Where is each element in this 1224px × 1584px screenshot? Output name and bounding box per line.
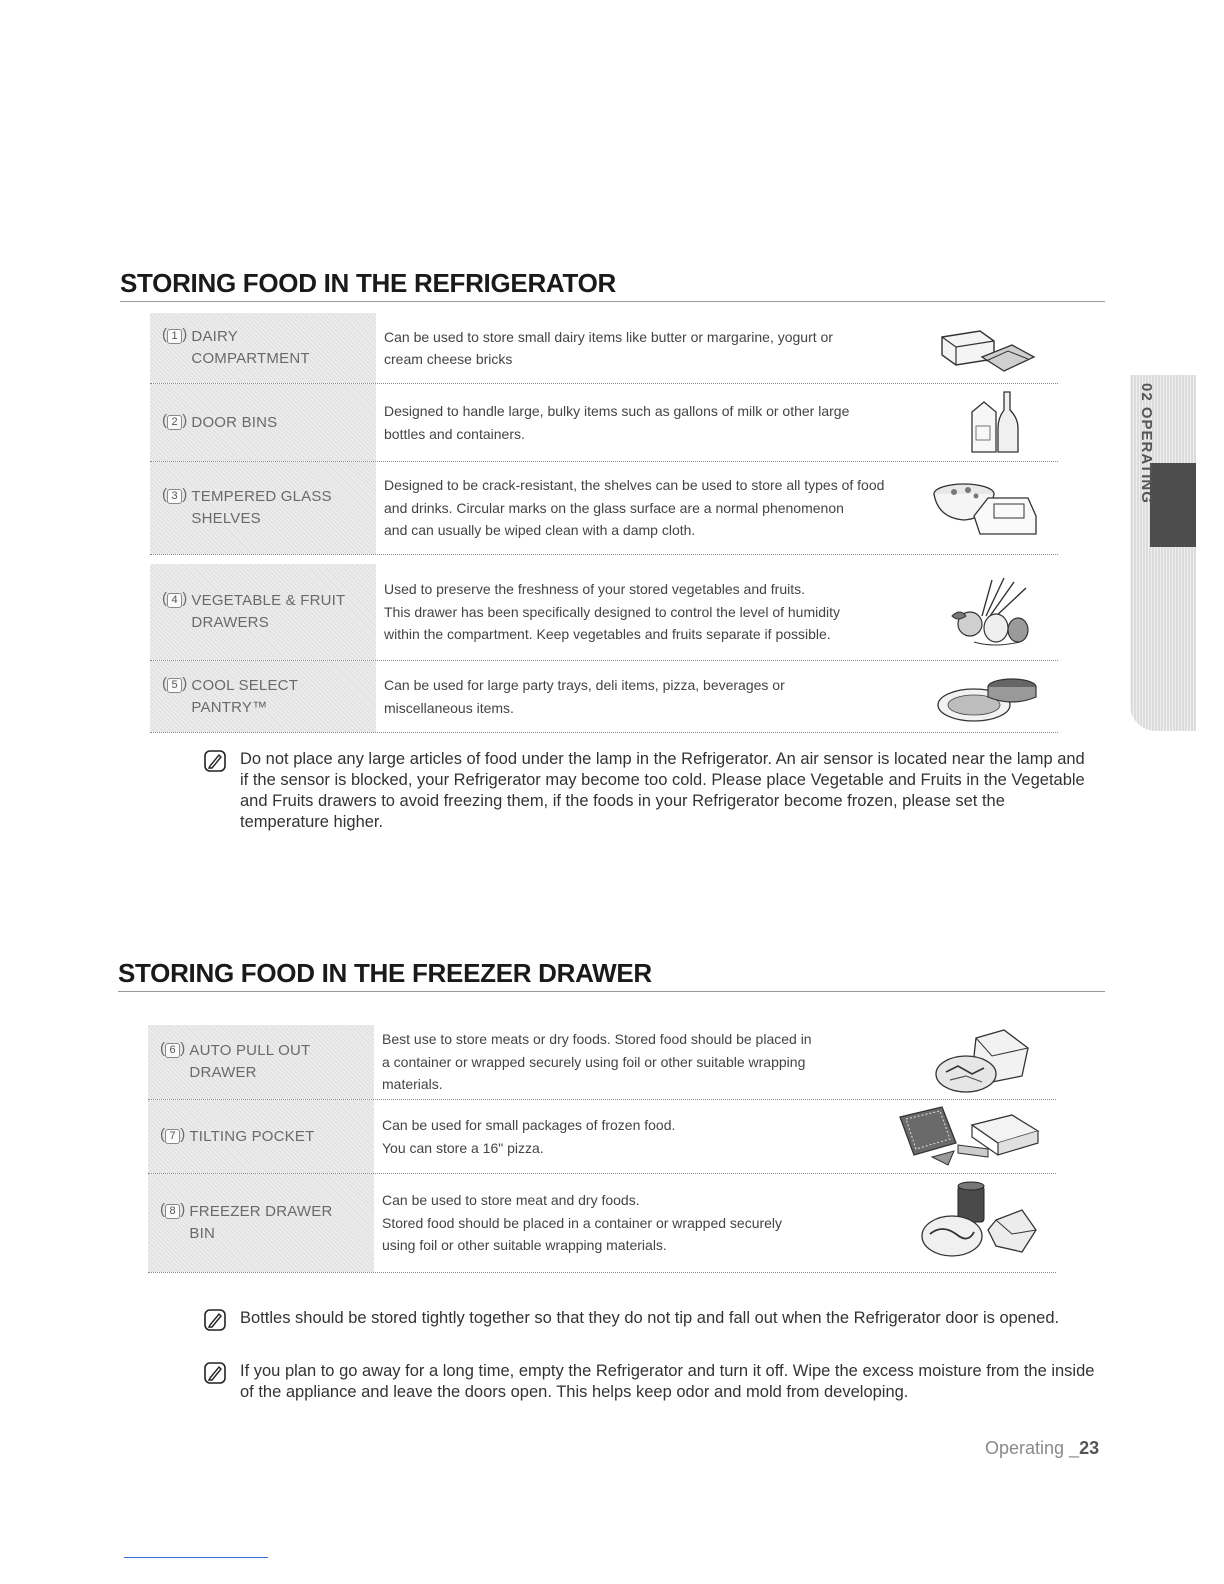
row-label: ( 8 ) FREEZER DRAWER BIN <box>148 1174 374 1272</box>
item-label: TILTING POCKET <box>189 1127 315 1145</box>
table-row <box>150 661 1058 733</box>
section-title-refrigerator: STORING FOOD IN THE REFRIGERATOR <box>120 268 1105 302</box>
note-bottles <box>204 1308 1099 1331</box>
item-number: ( 7 ) <box>160 1125 186 1143</box>
note-icon <box>204 750 226 772</box>
row-description: Used to preserve the freshness of your stored vegetables and fruits. This drawer has been specifically designed to control the level of humidity within the compartment. Keep vegetables and fruits separate if possible. <box>384 581 841 643</box>
row-label: ( 5 ) COOL SELECT PANTRY™ <box>150 661 376 732</box>
item-label: DOOR BINS <box>191 413 278 431</box>
table-row <box>150 313 1058 384</box>
item-number: ( 8 ) <box>160 1201 186 1218</box>
item-label: DAIRY <box>191 328 238 345</box>
row-label: ( 6 ) AUTO PULL OUT DRAWER <box>148 1025 374 1099</box>
butter-dish-icon <box>934 323 1044 373</box>
note-long-absence <box>204 1361 1099 1403</box>
item-label: AUTO PULL OUT <box>189 1042 311 1059</box>
note-text: Bottles should be stored tightly together so that they do not tip and fall out when the Refrigerator door is opened. <box>240 1309 1060 1327</box>
table-row <box>148 1174 1056 1273</box>
row-label: ( 1 ) DAIRY COMPARTMENT <box>150 313 376 383</box>
row-description: Can be used to store meat and dry foods. Stored food should be placed in a container or wrapped securely using foil or other suitable wrapping materials. <box>382 1192 783 1254</box>
page-footer <box>985 1438 1099 1459</box>
row-label: ( 4 ) VEGETABLE & FRUIT DRAWERS <box>150 564 376 660</box>
party-tray-icon <box>934 667 1044 727</box>
item-number: ( 1 ) <box>162 326 188 343</box>
footnote-divider <box>124 1557 268 1558</box>
bowl-container-icon <box>924 476 1044 540</box>
table-row <box>150 564 1058 661</box>
note-icon <box>204 1309 226 1331</box>
note-text: Do not place any large articles of food under the lamp in the Refrigerator. An air sensor is located near the lamp and if the sensor is blocked, your Refrigerator may become too cold. Please place Vegetable and Fruits in the Vegetable and Fruits drawers to avoid freezing them, if the foods in your Refrigerator become frozen, please set the temperature higher. <box>240 750 1085 831</box>
side-tab-label: 02 OPERATING <box>1138 383 1155 504</box>
row-description: Can be used to store small dairy items like butter or margarine, yogurt or cream cheese bricks <box>384 328 833 367</box>
row-description: Best use to store meats or dry foods. Stored food should be placed in a container or wrapped securely using foil or other suitable wrapping materials. <box>382 1031 812 1093</box>
freezer-table <box>148 1025 1056 1273</box>
refrigerator-table <box>150 313 1058 733</box>
row-description: Designed to handle large, bulky items such as gallons of milk or other large bottles and containers. <box>384 403 850 442</box>
item-number: ( 5 ) <box>162 674 188 692</box>
item-label: FREEZER DRAWER <box>189 1203 333 1220</box>
row-description: Can be used for large party trays, deli items, pizza, beverages or miscellaneous items. <box>384 677 785 716</box>
wrapped-meat-icon <box>932 1026 1042 1098</box>
item-label: VEGETABLE & FRUIT <box>191 592 346 609</box>
item-number: ( 6 ) <box>160 1040 186 1057</box>
milk-bottle-icon <box>934 390 1044 456</box>
row-label: ( 3 ) TEMPERED GLASS SHELVES <box>150 462 376 554</box>
row-label <box>148 1100 374 1173</box>
item-label: TEMPERED GLASS <box>191 488 332 505</box>
page-number: 23 <box>1079 1438 1100 1458</box>
section-title-freezer: STORING FOOD IN THE FREEZER DRAWER <box>118 958 1105 992</box>
item-label: COOL SELECT <box>191 676 299 694</box>
row-description: Designed to be crack-resistant, the shelves can be used to store all types of food and drinks. Circular marks on the glass surface are a normal phenomenon and can usually be wiped clean with a damp cloth. <box>384 477 885 539</box>
row-description: Can be used for small packages of frozen food. You can store a 16" pizza. <box>382 1117 676 1156</box>
row-label <box>150 384 376 461</box>
table-row <box>148 1100 1056 1174</box>
footer-section: Operating _ <box>985 1438 1080 1458</box>
item-number: ( 4 ) <box>162 590 188 607</box>
note-text: If you plan to go away for a long time, empty the Refrigerator and turn it off. Wipe the excess moisture from the inside of the appliance and leave the doors open. This helps keep odor and mold from developing. <box>240 1362 1095 1401</box>
frozen-food-icon <box>912 1180 1042 1266</box>
item-number: ( 3 ) <box>162 486 188 503</box>
table-row <box>148 1025 1056 1100</box>
table-row <box>150 462 1058 555</box>
vegetables-icon <box>934 572 1044 652</box>
side-tab <box>1130 375 1196 731</box>
side-tab-indicator <box>1150 463 1196 547</box>
item-number: ( 2 ) <box>162 411 188 429</box>
note-refrigerator-lamp <box>204 749 1094 833</box>
pizza-box-icon <box>892 1105 1042 1169</box>
note-icon <box>204 1362 226 1384</box>
table-row <box>150 384 1058 462</box>
